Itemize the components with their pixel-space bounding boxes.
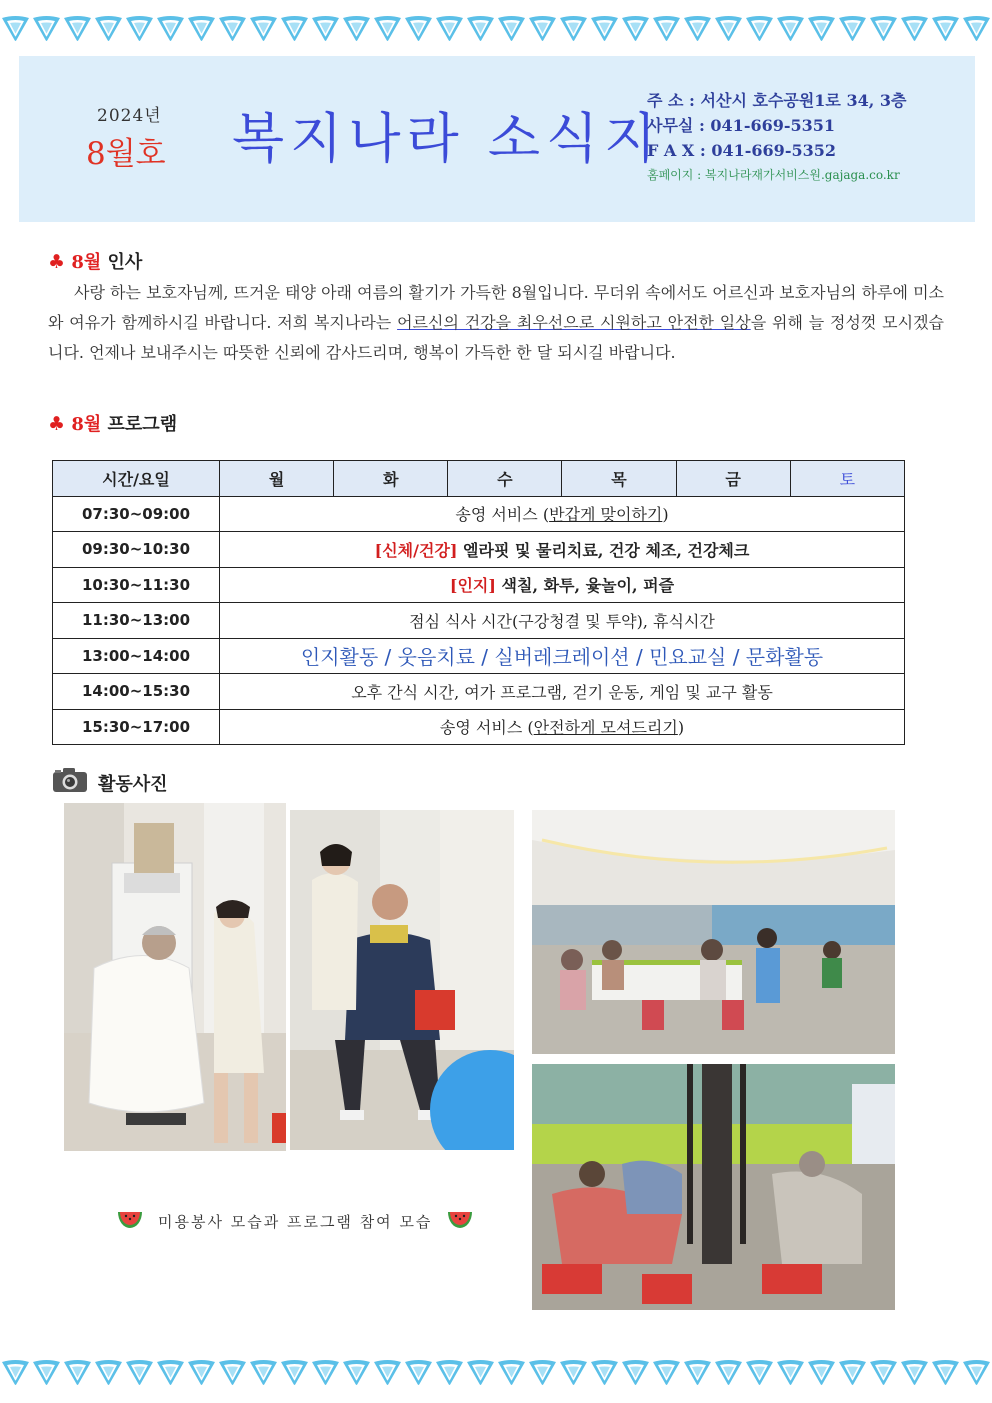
activity-cell: 송영 서비스 (반갑게 맞이하기) bbox=[220, 496, 905, 532]
greeting-month: 8월 bbox=[71, 252, 102, 273]
activity-cell: [인지] 색칠, 화투, 윷놀이, 퍼즐 bbox=[220, 567, 905, 603]
camera-icon bbox=[52, 767, 88, 798]
time-cell: 07:30~09:00 bbox=[53, 496, 220, 532]
table-row bbox=[53, 532, 905, 568]
greeting-heading bbox=[48, 248, 142, 274]
table-row bbox=[53, 496, 905, 532]
time-cell: 09:30~10:30 bbox=[53, 532, 220, 568]
greeting-body: 사랑 하는 보호자님께, 뜨거운 태양 아래 여름의 활기가 가득한 8월입니다. 무더위 속에서도 어르신과 보호자님의 하루에 미소와 여유가 함께하시길 바랍니다. 저희 복지나라는 어르신의 건강을 최우선으로 시원하고 안전한 일상을 위해 늘 정성껏 모시겠습니다. 언제나 보내주시는 따뜻한 신뢰에 감사드리며, 행복이 가득한 한 달 되시길 바랍니다. bbox=[48, 283, 944, 362]
table-header-row bbox=[53, 461, 905, 497]
watermelon-icon bbox=[446, 1208, 474, 1234]
day-header: 금 bbox=[676, 461, 790, 497]
activity-cell: 오후 간식 시간, 여가 프로그램, 걷기 운동, 게임 및 교구 활동 bbox=[220, 674, 905, 710]
address-line: 주 소 : 서산시 호수공원1로 34, 3층 bbox=[647, 91, 907, 110]
program-heading-text: 프로그램 bbox=[107, 414, 178, 435]
newsletter-title: 복지나라 소식지 bbox=[232, 107, 663, 170]
bottom-decorative-border bbox=[0, 1354, 992, 1390]
table-row bbox=[53, 603, 905, 639]
activity-cell: 송영 서비스 (안전하게 모셔드리기) bbox=[220, 709, 905, 745]
time-cell: 15:30~17:00 bbox=[53, 709, 220, 745]
top-decorative-border bbox=[0, 10, 992, 46]
exercise-photo bbox=[532, 1064, 895, 1310]
activity-hall-photo bbox=[532, 810, 895, 1054]
homepage-link[interactable]: 홈페이지 : 복지나라재가서비스원.gajaga.co.kr bbox=[647, 168, 900, 182]
day-header: 목 bbox=[562, 461, 676, 497]
issue-month: 8월호 bbox=[86, 136, 166, 172]
table-row bbox=[53, 674, 905, 710]
haircut-photo-1 bbox=[64, 803, 286, 1151]
club-icon: ♣ bbox=[48, 251, 66, 273]
day-header: 월 bbox=[220, 461, 334, 497]
greeting-emphasis: 어르신의 건강을 최우선으로 시원하고 안전한 일상 bbox=[397, 313, 751, 332]
day-header: 수 bbox=[448, 461, 562, 497]
greeting-heading-text: 인사 bbox=[107, 252, 143, 273]
activity-cell: 점심 식사 시간(구강청결 및 투약), 휴식시간 bbox=[220, 603, 905, 639]
time-cell: 13:00~14:00 bbox=[53, 638, 220, 674]
time-cell: 14:00~15:30 bbox=[53, 674, 220, 710]
fax-number: F A X : 041-669-5352 bbox=[647, 141, 836, 160]
program-heading bbox=[48, 410, 177, 436]
club-icon: ♣ bbox=[48, 413, 66, 435]
program-month: 8월 bbox=[71, 414, 102, 435]
day-header: 화 bbox=[334, 461, 448, 497]
photo-caption-text: 미용봉사 모습과 프로그램 참여 모습 bbox=[158, 1212, 433, 1231]
time-day-header: 시간/요일 bbox=[53, 461, 220, 497]
issue-year: 2024년 bbox=[97, 106, 162, 126]
time-cell: 10:30~11:30 bbox=[53, 567, 220, 603]
photo-heading bbox=[52, 767, 168, 798]
table-row bbox=[53, 709, 905, 745]
haircut-photo-2 bbox=[290, 810, 514, 1150]
office-phone: 사무실 : 041-669-5351 bbox=[647, 116, 836, 135]
day-header-saturday: 토 bbox=[790, 461, 904, 497]
activity-cell: 인지활동 / 웃음치료 / 실버레크레이션 / 민요교실 / 문화활동 bbox=[220, 638, 905, 674]
contact-info bbox=[647, 88, 906, 188]
table-row bbox=[53, 567, 905, 603]
time-cell: 11:30~13:00 bbox=[53, 603, 220, 639]
program-schedule-table bbox=[52, 460, 905, 745]
table-row bbox=[53, 638, 905, 674]
watermelon-icon bbox=[116, 1208, 144, 1234]
photo-heading-text: 활동사진 bbox=[98, 773, 168, 795]
activity-cell: [신체/건강] 엘라핏 및 물리치료, 건강 체조, 건강체크 bbox=[220, 532, 905, 568]
photo-caption bbox=[116, 1208, 474, 1234]
